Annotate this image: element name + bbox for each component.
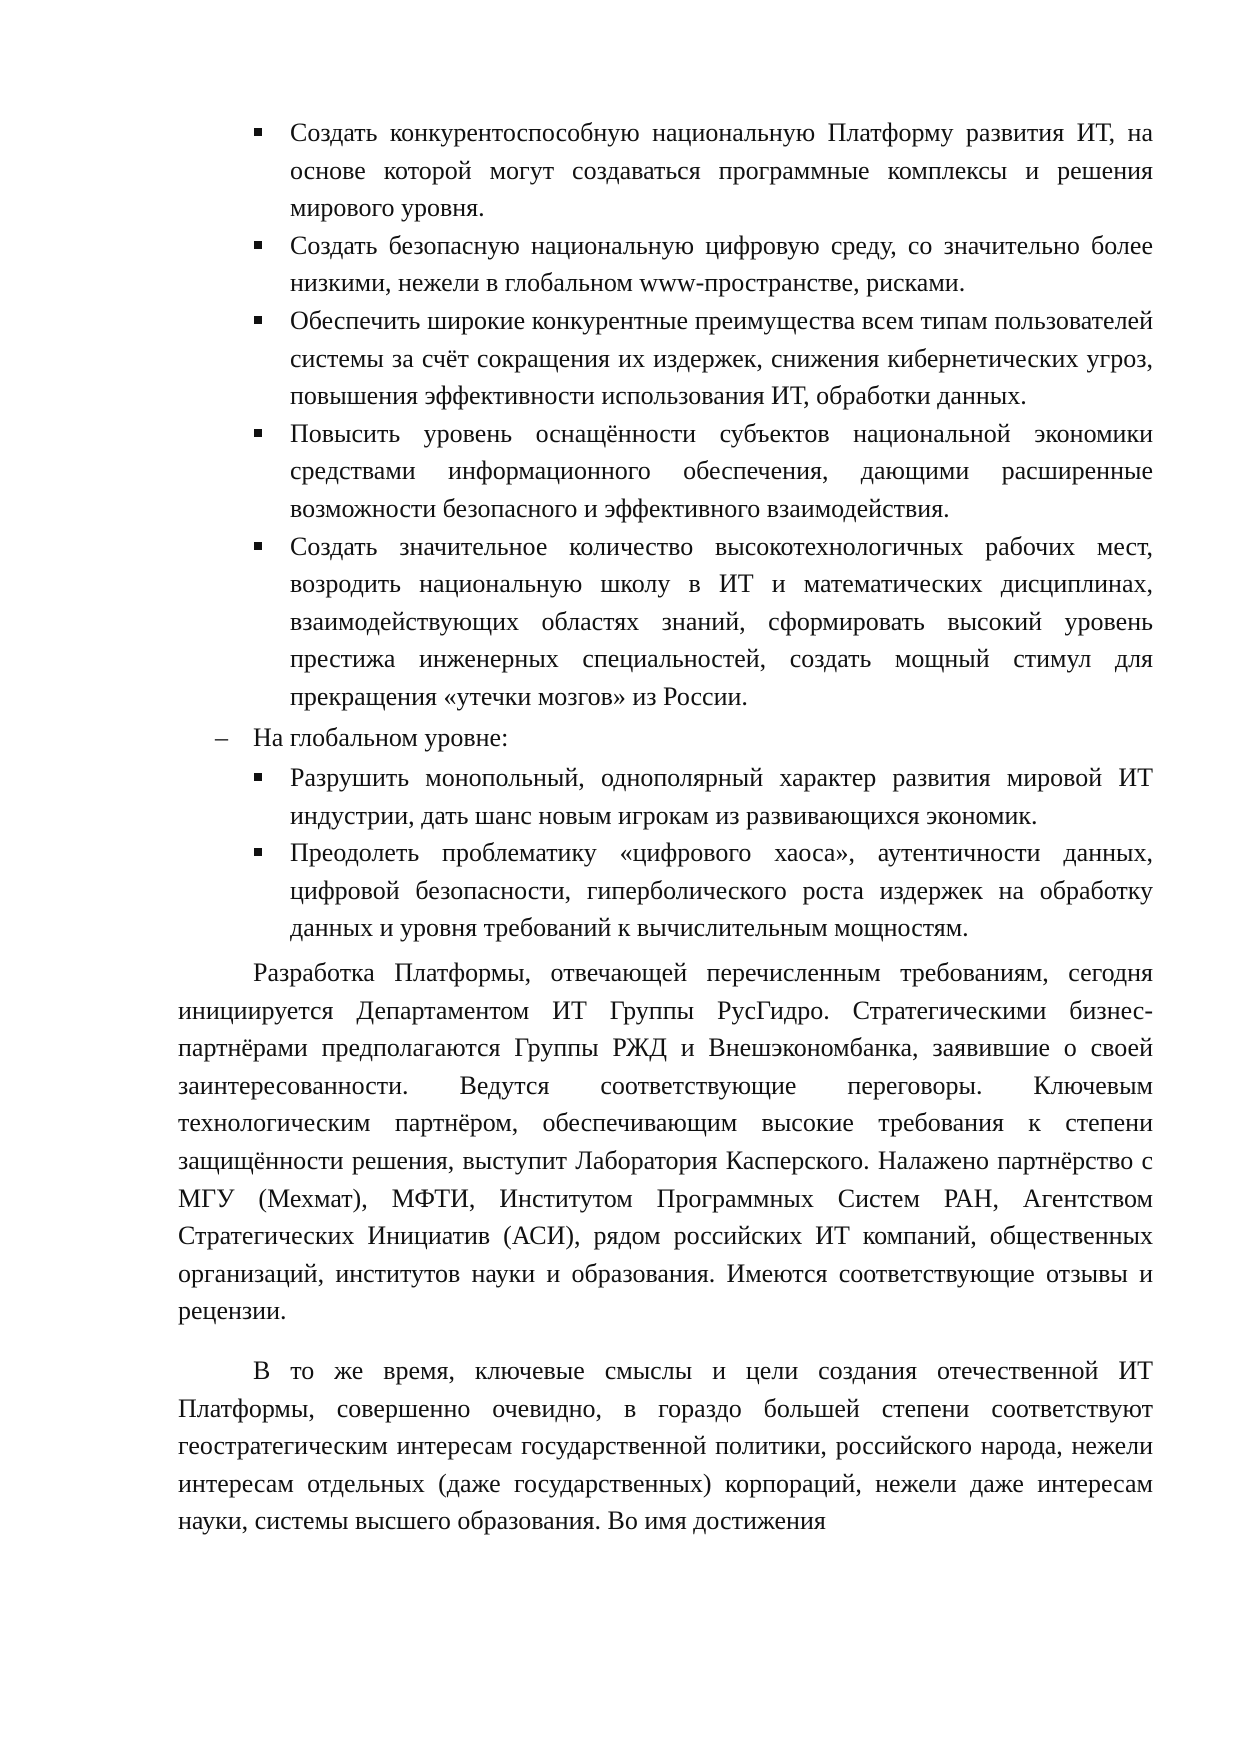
list-item-text: Создать конкурентоспособную национальную Платформу развития ИТ, на основе которой могут создаваться программные комплексы и решения мирового уровня. <box>290 118 1153 223</box>
list-item <box>178 415 1153 528</box>
global-level-heading: На глобальном уровне: <box>253 722 509 752</box>
list-item <box>178 114 1153 227</box>
national-goals-list <box>178 114 1153 716</box>
square-bullet-icon <box>254 429 262 437</box>
list-item-text: Обеспечить широкие конкурентные преимущества всем типам пользователей системы за счёт сокращения их издержек, снижения кибернетических угроз, повышения эффективности использования ИТ, обработки данных. <box>290 305 1153 411</box>
square-bullet-icon <box>254 128 262 136</box>
list-item-text: Создать безопасную национальную цифровую среду, со значительно более низкими, нежели в глобальном www-пространстве, рисками. <box>290 230 1153 298</box>
global-goals-list <box>178 759 1153 947</box>
square-bullet-icon <box>254 241 262 249</box>
square-bullet-icon <box>254 316 262 324</box>
document-body <box>178 114 1153 1540</box>
list-item-text: Преодолеть проблематику «цифрового хаоса», аутентичности данных, цифровой безопасности, гиперболического роста издержек на обработку данных и уровня требований к вычислительным мощностям. <box>290 838 1153 943</box>
list-item <box>178 302 1153 415</box>
paragraph-platform-development: Разработка Платформы, отвечающей перечисленным требованиям, сегодня инициируется Департаментом ИТ Группы РусГидро. Стратегическими бизнес-партнёрами предполагаются Группы РЖД и Внешэкономбанка, заявившие о своей заинтересованности. Ведутся соответствующие переговоры. Ключевым технологическим партнёром, обеспечивающим высокие требования к степени защищённости решения, выступит Лаборатория Касперского. Налажено партнёрство с МГУ (Мехмат), МФТИ, Институтом Программных Систем РАН, Агентством Стратегических Инициатив (АСИ), рядом российских ИТ компаний, общественных организаций, институтов науки и образования. Имеются соответствующие отзывы и рецензии. <box>178 958 1153 1326</box>
paragraph-strategic-meaning: В то же время, ключевые смыслы и цели создания отечественной ИТ Платформы, совершенно очевидно, в гораздо большей степени соответствуют геостратегическим интересам государственной политики, российского народа, нежели интересам отдельных (даже государственных) корпораций, нежели даже интересам науки, системы высшего образования. Во имя достижения <box>178 1356 1153 1536</box>
dash-marker: – <box>215 722 228 752</box>
global-level-section <box>178 719 1153 757</box>
list-item-text: Создать значительное количество высокотехнологичных рабочих мест, возродить национальную школу в ИТ и математических дисциплинах, взаимодействующих областях знаний, сформировать высокий уровень престижа инженерных специальностей, создать мощный стимул для прекращения «утечки мозгов» из России. <box>290 531 1153 711</box>
square-bullet-icon <box>254 773 262 781</box>
list-item-text: Повысить уровень оснащённости субъектов национальной экономики средствами информационного обеспечения, дающими расширенные возможности безопасного и эффективного взаимодействия. <box>290 418 1153 523</box>
list-item <box>178 759 1153 834</box>
list-item <box>178 528 1153 716</box>
square-bullet-icon <box>254 848 262 856</box>
list-item <box>178 227 1153 302</box>
list-item <box>178 834 1153 947</box>
list-item-text: Разрушить монопольный, однополярный характер развития мировой ИТ индустрии, дать шанс новым игрокам из развивающихся экономик. <box>290 763 1153 830</box>
square-bullet-icon <box>254 542 262 550</box>
